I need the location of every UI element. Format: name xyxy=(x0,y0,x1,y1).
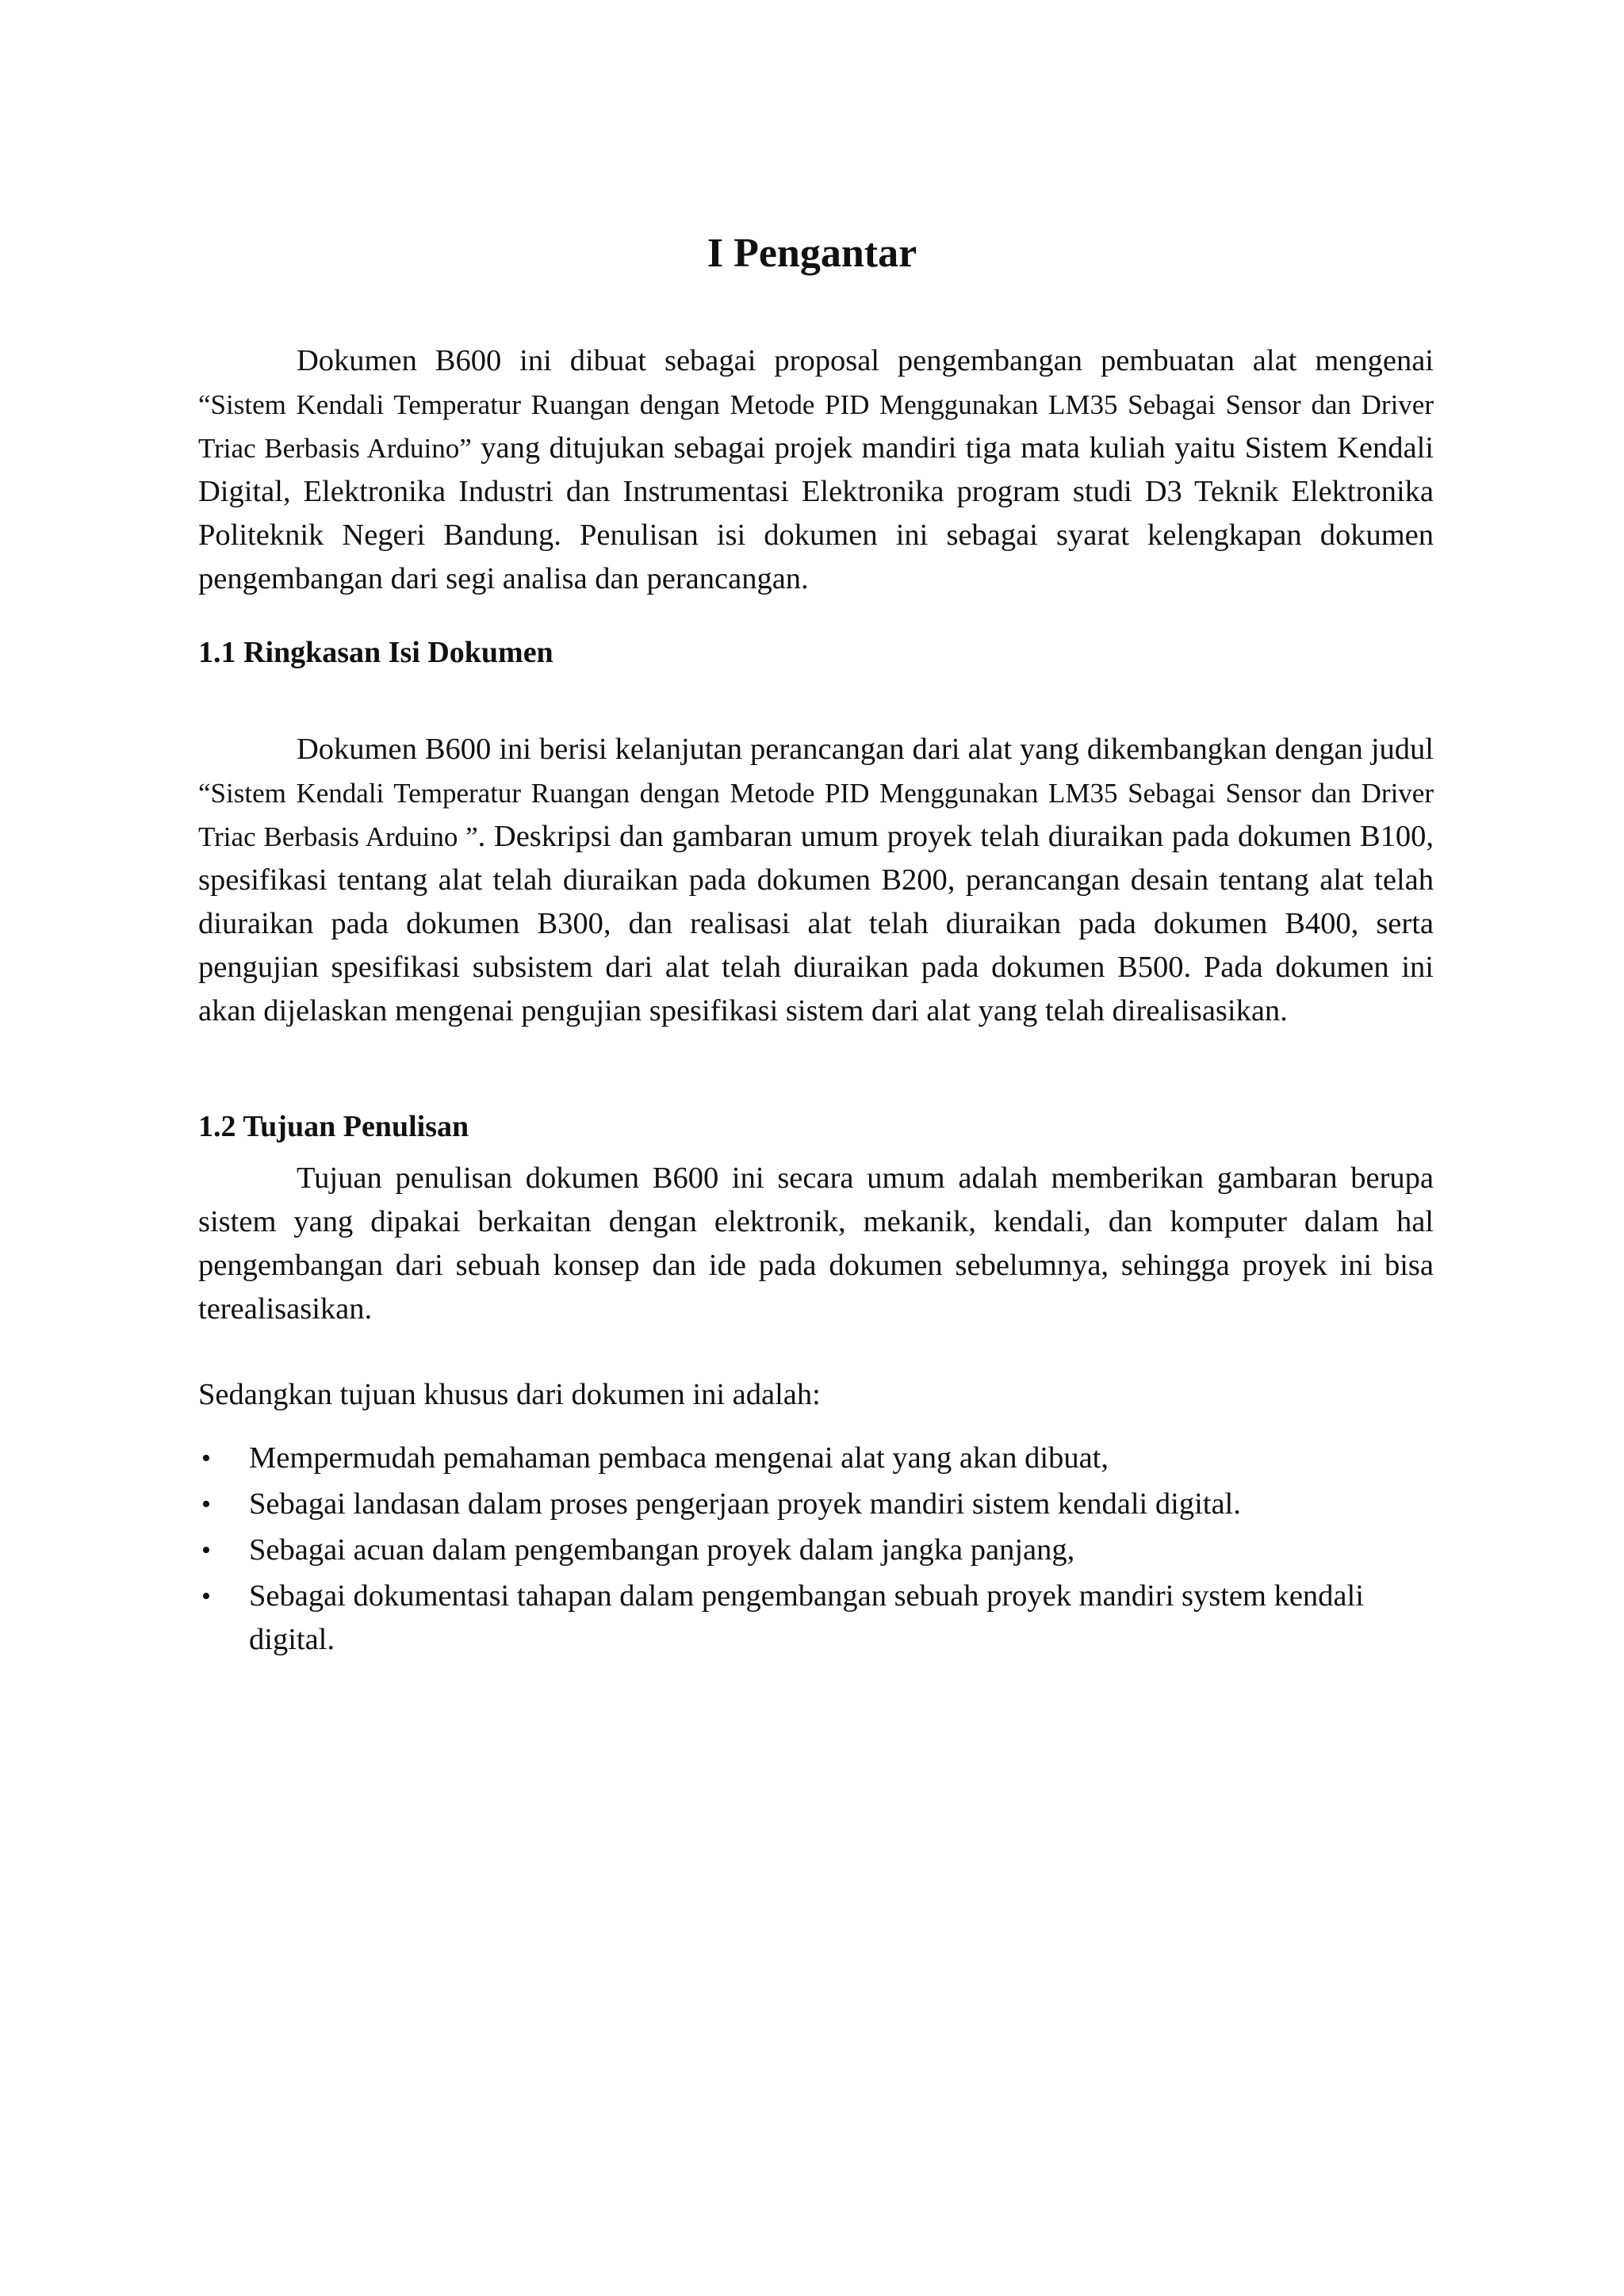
list-item xyxy=(198,1483,1434,1526)
purpose-paragraph: Tujuan penulisan dokumen B600 ini secara umum adalah memberikan gambaran berupa sistem yang dipakai berkaitan dengan elektronik, mekanik, kendali, dan komputer dalam hal pengembangan dari sebuah konsep dan ide pada dokumen sebelumnya, sehingga proyek ini bisa terealisasikan. xyxy=(198,1161,1434,1326)
list-item xyxy=(198,1437,1434,1480)
bullet-icon: • xyxy=(201,1490,211,1519)
list-item xyxy=(198,1529,1434,1572)
list-item-text: Sebagai acuan dalam pengembangan proyek dalam jangka panjang, xyxy=(249,1533,1075,1567)
list-item-text: Sebagai landasan dalam proses pengerjaan proyek mandiri sistem kendali digital. xyxy=(249,1487,1241,1521)
summary-paragraph xyxy=(198,728,1434,1033)
bullet-icon: • xyxy=(201,1536,211,1565)
list-item xyxy=(198,1575,1434,1662)
summary-text-a: Dokumen B600 ini berisi kelanjutan perancangan dari alat yang dikembangkan dengan judul xyxy=(297,733,1434,766)
summary-project-title: “Sistem Kendali Temperatur Ruangan dengan Metode PID Menggunakan LM35 Sebagai Sensor dan Driver Triac Berbasis Arduino ” xyxy=(198,778,1434,852)
page-title: I Pengantar xyxy=(707,231,917,276)
intro-text-b: yang ditujukan sebagai projek mandiri tiga mata kuliah yaitu Sistem Kendali Digital, Elektronika Industri dan Instrumentasi Elektronika program studi D3 Teknik Elektronika Politeknik Negeri Bandung. Penulisan isi dokumen ini sebagai syarat kelengkapan dokumen pengembangan dari segi analisa dan perancangan. xyxy=(198,431,1434,595)
intro-paragraph xyxy=(198,339,1434,601)
section-1-1-heading: 1.1 Ringkasan Isi Dokumen xyxy=(198,636,553,669)
bullet-icon: • xyxy=(201,1582,211,1611)
intro-text-a: Dokumen B600 ini dibuat sebagai proposal pengembangan pembuatan alat mengenai xyxy=(297,344,1434,377)
list-item-text: Sebagai dokumentasi tahapan dalam pengembangan sebuah proyek mandiri system kendali digital. xyxy=(249,1579,1364,1656)
special-purpose-intro: Sedangkan tujuan khusus dari dokumen ini adalah: xyxy=(198,1378,821,1411)
summary-text-b: . Deskripsi dan gambaran umum proyek telah diuraikan pada dokumen B100, spesifikasi tentang alat telah diuraikan pada dokumen B200, perancangan desain tentang alat telah diuraikan pada dokumen B300, dan realisasi alat telah diuraikan pada dokumen B400, serta pengujian spesifikasi subsistem dari alat telah diuraikan pada dokumen B500. Pada dokumen ini akan dijelaskan mengenai pengujian spesifikasi sistem dari alat yang telah direalisasikan. xyxy=(198,820,1434,1027)
bullet-icon: • xyxy=(201,1444,211,1473)
special-purpose-list xyxy=(198,1437,1434,1664)
intro-project-title: “Sistem Kendali Temperatur Ruangan dengan Metode PID Menggunakan LM35 Sebagai Sensor dan Driver Triac Berbasis Arduino” xyxy=(198,389,1434,464)
list-item-text: Mempermudah pemahaman pembaca mengenai alat yang akan dibuat, xyxy=(249,1441,1109,1475)
section-1-2-heading: 1.2 Tujuan Penulisan xyxy=(198,1110,469,1143)
